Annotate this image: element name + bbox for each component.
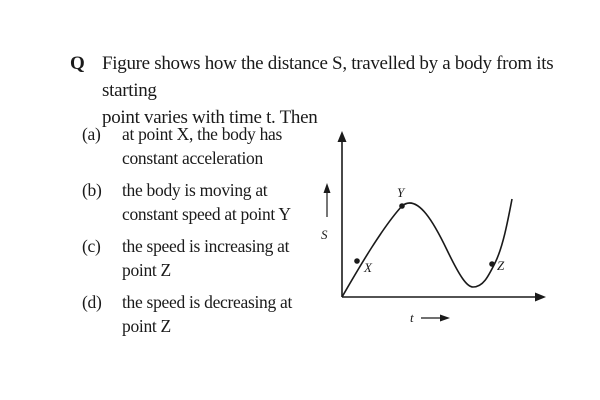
option-b — [82, 178, 312, 226]
option-text-line-1: the body is moving at — [122, 180, 268, 200]
option-label: (b) — [82, 180, 102, 200]
point-x-marker — [354, 258, 360, 264]
s-arrow-head — [324, 183, 331, 193]
question-line-1: Figure shows how the distance S, travelled by a body from its starting — [102, 53, 554, 101]
option-text-line-2: point Z — [122, 260, 171, 280]
question-marker: Q — [70, 53, 85, 74]
option-text-line-2: constant speed at point Y — [122, 204, 291, 224]
question — [70, 50, 570, 131]
point-y-label: Y — [397, 185, 405, 200]
option-text-line-1: the speed is decreasing at — [122, 292, 293, 312]
point-y-marker — [399, 203, 405, 209]
question-text — [102, 50, 570, 131]
option-a — [82, 122, 312, 170]
option-c — [82, 234, 312, 282]
x-axis-arrowhead — [535, 293, 546, 302]
options-list — [82, 122, 312, 346]
option-text-line-2: constant acceleration — [122, 148, 263, 168]
option-label: (a) — [82, 124, 101, 144]
distance-curve — [342, 199, 512, 297]
point-z-marker — [489, 261, 495, 267]
y-axis-arrowhead — [338, 131, 347, 142]
point-x-label: X — [364, 260, 372, 275]
option-d — [82, 290, 312, 338]
option-text-line-1: at point X, the body has — [122, 124, 282, 144]
option-label: (d) — [82, 292, 102, 312]
y-axis-label: S — [321, 227, 328, 242]
option-text-line-1: the speed is increasing at — [122, 236, 290, 256]
distance-time-graph — [310, 125, 550, 335]
option-label: (c) — [82, 236, 101, 256]
point-z-label: Z — [497, 258, 505, 273]
question-line-2: point varies with time t. Then — [102, 107, 318, 128]
t-arrow-head — [440, 315, 450, 322]
option-text-line-2: point Z — [122, 316, 171, 336]
x-axis-label: t — [410, 310, 414, 325]
